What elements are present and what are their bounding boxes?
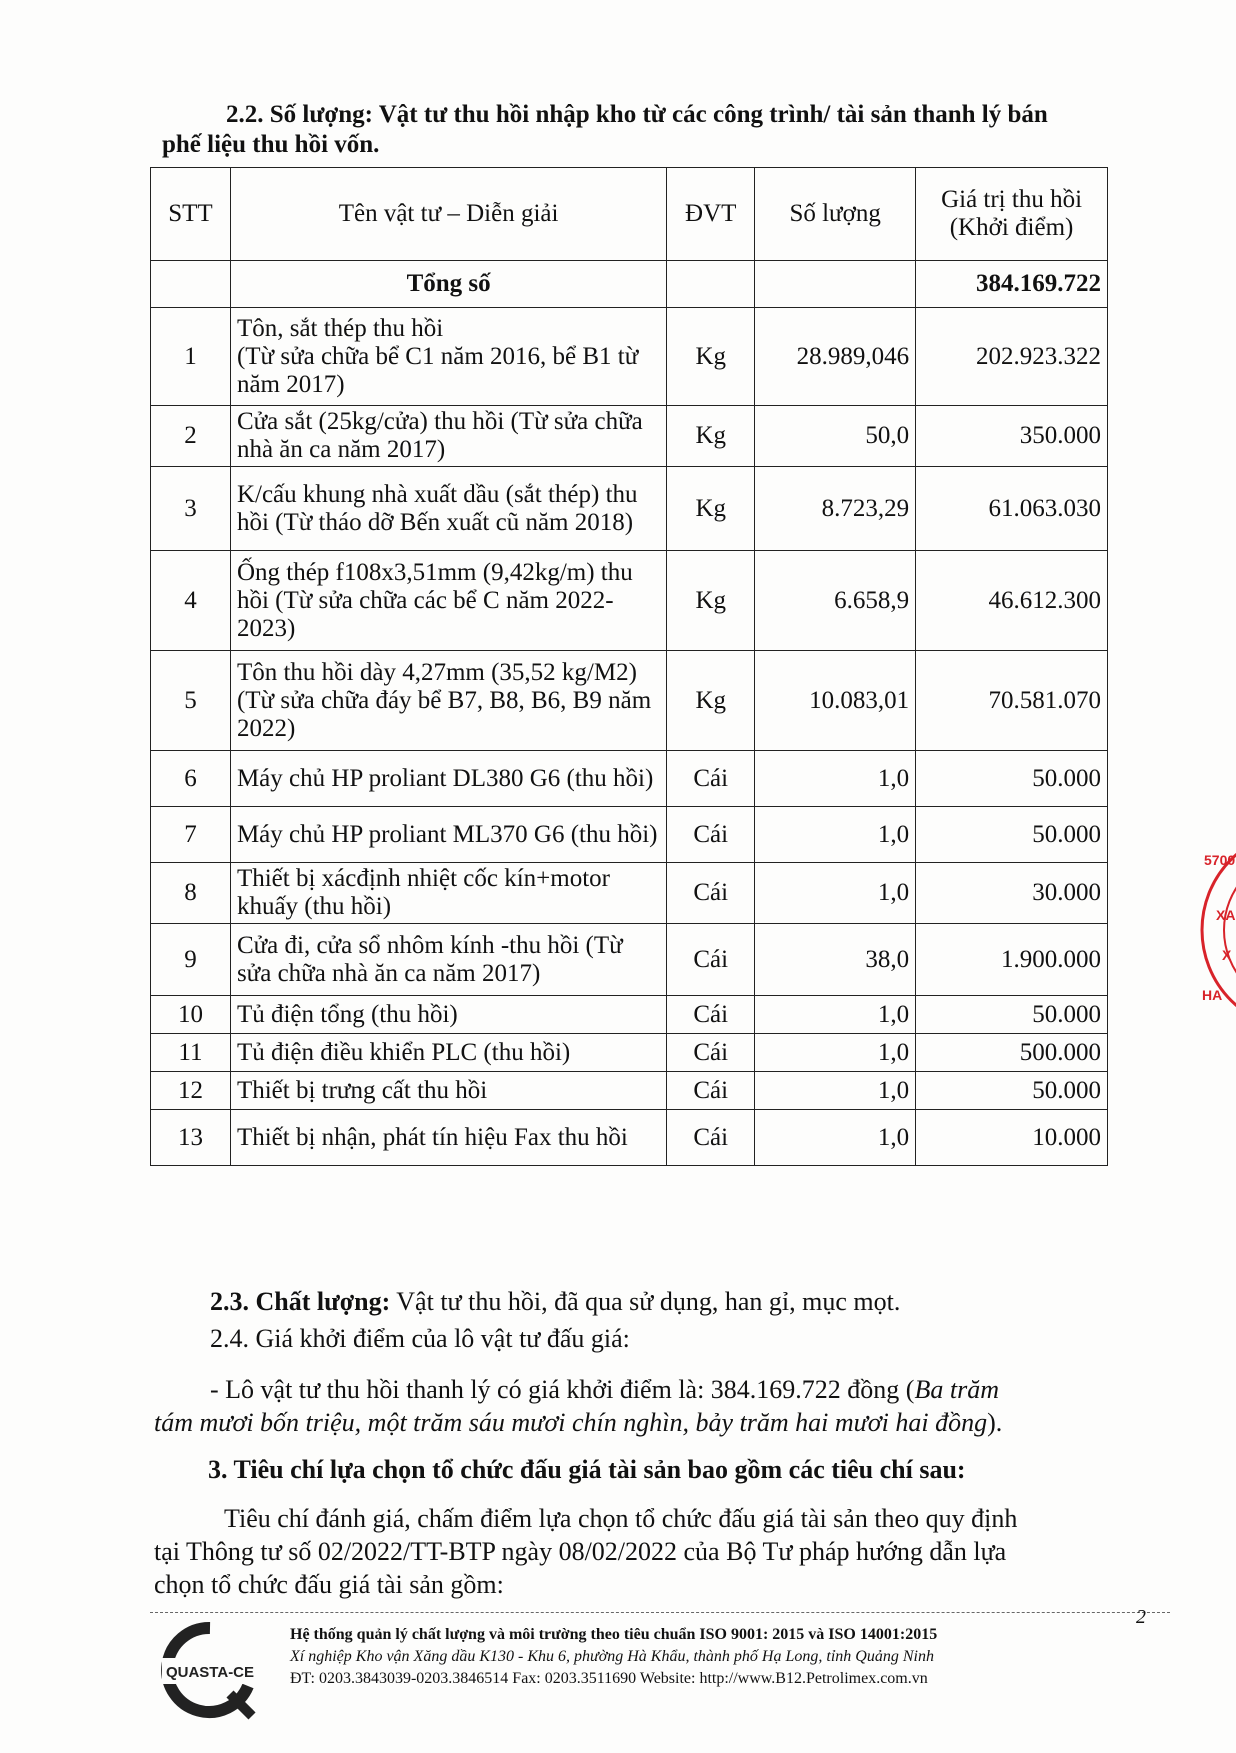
header-value-line1: Giá trị thu hồi [941, 186, 1083, 213]
page-number: 2 [1136, 1606, 1146, 1628]
row-stt: 9 [151, 924, 231, 996]
total-row [151, 261, 1108, 308]
total-qty-cell [755, 261, 916, 308]
section-label: Số lượng: [269, 101, 373, 128]
row-stt: 10 [151, 996, 231, 1034]
row-unit: Kg [667, 651, 755, 751]
section-2-3-label: 2.3. Chất lượng: [210, 1287, 391, 1316]
row-unit: Cái [667, 1110, 755, 1166]
quasta-logo [160, 1620, 260, 1720]
svg-text:X: X [1222, 947, 1232, 963]
table-row [151, 308, 1108, 406]
row-stt: 12 [151, 1072, 231, 1110]
row-value: 500.000 [916, 1034, 1108, 1072]
table-header-row [151, 168, 1108, 261]
row-qty: 28.989,046 [755, 308, 916, 406]
svg-text:XA: XA [1216, 907, 1236, 923]
row-value: 46.612.300 [916, 551, 1108, 651]
table-row [151, 863, 1108, 924]
row-value: 10.000 [916, 1110, 1108, 1166]
row-stt: 1 [151, 308, 231, 406]
section-2-4-title: 2.4. Giá khởi điểm của lô vật tư đấu giá: [210, 1324, 630, 1353]
row-unit: Cái [667, 1034, 755, 1072]
row-unit: Cái [667, 863, 755, 924]
row-stt: 8 [151, 863, 231, 924]
row-stt: 5 [151, 651, 231, 751]
row-qty: 50,0 [755, 406, 916, 467]
row-unit: Cái [667, 807, 755, 863]
row-value: 70.581.070 [916, 651, 1108, 751]
row-value: 350.000 [916, 406, 1108, 467]
section-3-para-line1: Tiêu chí đánh giá, chấm điểm lựa chọn tổ chức đấu giá tài sản theo quy định [224, 1504, 1018, 1533]
section-text-line1: Vật tư thu hồi nhập kho từ các công trình/ tài sản thanh lý bán [378, 101, 1048, 128]
row-qty: 1,0 [755, 807, 916, 863]
row-qty: 1,0 [755, 863, 916, 924]
row-value: 50.000 [916, 807, 1108, 863]
row-stt: 3 [151, 467, 231, 551]
table-row [151, 406, 1108, 467]
row-name: Tủ điện tổng (thu hồi) [230, 996, 666, 1034]
row-stt: 11 [151, 1034, 231, 1072]
row-qty: 1,0 [755, 996, 916, 1034]
row-value: 202.923.322 [916, 308, 1108, 406]
logo-text: QUASTA-CE [165, 1664, 255, 1681]
row-unit: Kg [667, 308, 755, 406]
header-stt: STT [151, 168, 231, 261]
items-table [150, 167, 1108, 1166]
red-stamp [1192, 820, 1236, 1040]
row-value: 30.000 [916, 863, 1108, 924]
price-words-part2: tám mươi bốn triệu, một trăm sáu mươi chín nghìn, bảy trăm hai mươi hai đồng [154, 1408, 988, 1437]
section-2-3 [210, 1285, 900, 1318]
row-unit: Cái [667, 751, 755, 807]
row-unit: Cái [667, 924, 755, 996]
header-unit: ĐVT [667, 168, 755, 261]
footer-line1: Hệ thống quản lý chất lượng và môi trường theo tiêu chuẩn ISO 9001: 2015 và ISO 14001:2015 [290, 1626, 938, 1643]
row-name: Cửa sắt (25kg/cửa) thu hồi (Từ sửa chữa nhà ăn ca năm 2017) [230, 406, 666, 467]
price-words-part1: Ba trăm [914, 1375, 999, 1404]
table-row [151, 551, 1108, 651]
table-row [151, 924, 1108, 996]
row-unit: Kg [667, 467, 755, 551]
row-value: 50.000 [916, 996, 1108, 1034]
row-stt: 2 [151, 406, 231, 467]
row-name: K/cấu khung nhà xuất dầu (sắt thép) thu hồi (Từ tháo dỡ Bến xuất cũ năm 2018) [230, 467, 666, 551]
row-stt: 4 [151, 551, 231, 651]
table-row [151, 1034, 1108, 1072]
row-stt: 13 [151, 1110, 231, 1166]
total-stt-cell [151, 261, 231, 308]
row-qty: 6.658,9 [755, 551, 916, 651]
row-name: Thiết bị nhận, phát tín hiệu Fax thu hồi [230, 1110, 666, 1166]
row-qty: 1,0 [755, 1072, 916, 1110]
footer-line3: ĐT: 0203.3843039-0203.3846514 Fax: 0203.3511690 Website: http://www.B12.Petrolimex.com.vn [290, 1670, 928, 1687]
row-name: Thiết bị xácđịnh nhiệt cốc kín+motor khuấy (thu hồi) [230, 863, 666, 924]
row-qty: 1,0 [755, 1110, 916, 1166]
table-row [151, 1072, 1108, 1110]
row-value: 50.000 [916, 1072, 1108, 1110]
row-name: Tôn, sắt thép thu hồi (Từ sửa chữa bể C1 năm 2016, bể B1 từ năm 2017) [230, 308, 666, 406]
section-text-line2: phế liệu thu hồi vốn. [162, 131, 380, 158]
section-2-4-price-cont [154, 1406, 1134, 1439]
header-value-line2: (Khởi điểm) [949, 214, 1074, 241]
section-2-2-heading [162, 100, 1132, 160]
header-name: Tên vật tư – Diễn giải [230, 168, 666, 261]
header-qty: Số lượng [755, 168, 916, 261]
row-unit: Cái [667, 996, 755, 1034]
row-stt: 6 [151, 751, 231, 807]
price-suffix: ). [987, 1408, 1003, 1437]
row-value: 1.900.000 [916, 924, 1108, 996]
row-name: Cửa đi, cửa sổ nhôm kính -thu hồi (Từ sửa chữa nhà ăn ca năm 2017) [230, 924, 666, 996]
table-row [151, 751, 1108, 807]
total-value: 384.169.722 [916, 261, 1108, 308]
section-2-4-price [210, 1373, 1130, 1406]
row-unit: Kg [667, 406, 755, 467]
row-qty: 1,0 [755, 1034, 916, 1072]
row-value: 61.063.030 [916, 467, 1108, 551]
row-qty: 1,0 [755, 751, 916, 807]
section-3-title: 3. Tiêu chí lựa chọn tổ chức đấu giá tài sản bao gồm các tiêu chí sau: [208, 1455, 966, 1484]
footer-line2: Xí nghiệp Kho vận Xăng dầu K130 - Khu 6, phường Hà Khẩu, thành phố Hạ Long, tỉnh Quảng Ninh [290, 1648, 934, 1665]
total-unit-cell [667, 261, 755, 308]
total-label: Tổng số [230, 261, 666, 308]
row-qty: 8.723,29 [755, 467, 916, 551]
row-value: 50.000 [916, 751, 1108, 807]
table-row [151, 651, 1108, 751]
section-number: 2.2. [226, 101, 264, 128]
row-stt: 7 [151, 807, 231, 863]
footer-divider [150, 1612, 1170, 1613]
table-row [151, 996, 1108, 1034]
row-name: Tôn thu hồi dày 4,27mm (35,52 kg/M2) (Từ sửa chữa đáy bể B7, B8, B6, B9 năm 2022) [230, 651, 666, 751]
row-name: Thiết bị trưng cất thu hồi [230, 1072, 666, 1110]
price-prefix: - Lô vật tư thu hồi thanh lý có giá khởi điểm là: 384.169.722 đồng ( [210, 1375, 915, 1404]
footer-text [290, 1624, 1090, 1690]
row-name: Máy chủ HP proliant DL380 G6 (thu hồi) [230, 751, 666, 807]
table-row [151, 1110, 1108, 1166]
section-3-para-line2: tại Thông tư số 02/2022/TT-BTP ngày 08/02/2022 của Bộ Tư pháp hướng dẫn lựa [154, 1537, 1007, 1566]
row-name: Máy chủ HP proliant ML370 G6 (thu hồi) [230, 807, 666, 863]
row-qty: 38,0 [755, 924, 916, 996]
row-unit: Cái [667, 1072, 755, 1110]
section-2-3-text: Vật tư thu hồi, đã qua sử dụng, han gỉ, mục mọt. [390, 1287, 901, 1316]
svg-text:5700: 5700 [1204, 852, 1236, 868]
section-3-para-line3: chọn tổ chức đấu giá tài sản gồm: [154, 1570, 504, 1599]
svg-text:HA: HA [1202, 987, 1223, 1003]
row-name: Ống thép f108x3,51mm (9,42kg/m) thu hồi (Từ sửa chữa các bể C năm 2022-2023) [230, 551, 666, 651]
table-row [151, 467, 1108, 551]
row-name: Tủ điện điều khiển PLC (thu hồi) [230, 1034, 666, 1072]
header-value [916, 168, 1108, 261]
row-qty: 10.083,01 [755, 651, 916, 751]
row-unit: Kg [667, 551, 755, 651]
table-row [151, 807, 1108, 863]
